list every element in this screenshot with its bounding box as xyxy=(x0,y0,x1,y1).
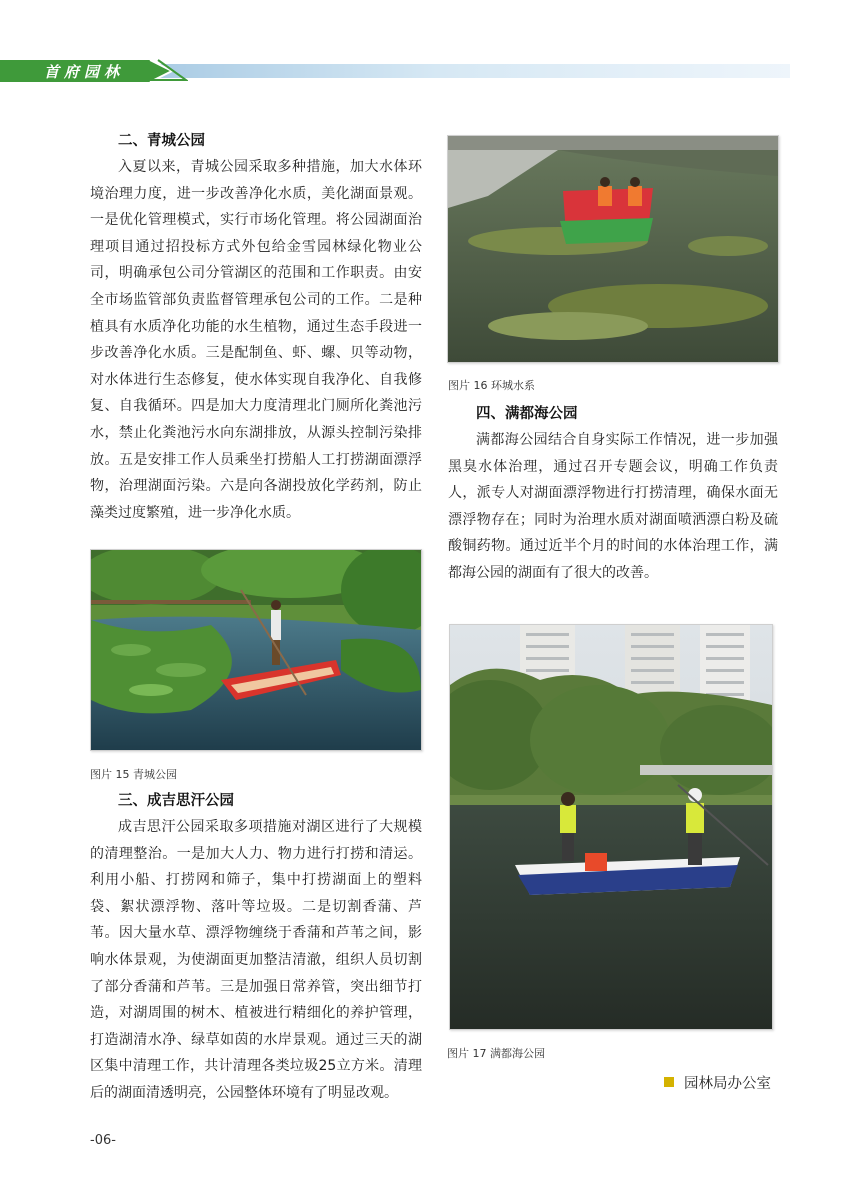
section-heading: 二、青城公园 xyxy=(118,133,205,149)
author-square-icon xyxy=(664,1077,674,1087)
figure-caption: 图片 15 青城公园 xyxy=(90,768,177,781)
figure-caption: 图片 17 满都海公园 xyxy=(447,1047,545,1060)
photo-mandouhai-park xyxy=(449,624,773,1030)
header-title: 首府园林 xyxy=(44,63,125,81)
author-name: 园林局办公室 xyxy=(684,1076,771,1092)
page-number: -06- xyxy=(90,1133,116,1148)
section-qingcheng xyxy=(90,128,422,526)
photo-qingcheng-park xyxy=(90,549,422,751)
banner-stripe xyxy=(150,64,790,78)
section-body: 入夏以来，青城公园采取多种措施，加大水体环境治理力度，进一步改善净化水质，美化湖面景观。一是优化管理模式，实行市场化管理。将公园湖面治理项目通过招投标方式外包给金雪园林绿化物业公司，明确承包公司分管湖区的范围和工作职责。由安全市场监管部负责监督管理承包公司的工作。二是种植具有水质净化功能的水生植物，通过生态手段进一步改善净化水质。三是配制鱼、虾、螺、贝等动物，对水体进行生态修复，使水体实现自我净化、自我修复、自我循环。四是加大力度清理北门厕所化粪池污水，禁止化粪池污水向东湖排放，从源头控制污染排放。五是安排工作人员乘坐打捞船人工打捞湖面漂浮物，治理湖面污染。六是向各湖投放化学药剂，防止藻类过度繁殖，进一步净化水质。 xyxy=(90,159,422,521)
header-banner xyxy=(0,58,790,84)
section-body: 成吉思汗公园采取多项措施对湖区进行了大规模的清理整治。一是加大人力、物力进行打捞和清运。利用小船、打捞网和筛子，集中打捞湖面上的塑料袋、絮状漂浮物、落叶等垃圾。二是切割香蒲、芦苇。因大量水草、漂浮物缠绕于香蒲和芦苇之间，影响水体景观，为使湖面更加整洁清澈，组织人员切割了部分香蒲和芦苇。三是加强日常养管，突出细节打造，对湖周围的树木、植被进行精细化的养护管理，打造湖清水净、绿草如茵的水岸景观。通过三天的湖区集中清理工作，共计清理各类垃圾25立方米。清理后的湖面清透明亮，公园整体环境有了明显改观。 xyxy=(90,819,422,1101)
section-body: 满都海公园结合自身实际工作情况，进一步加强黑臭水体治理，通过召开专题会议，明确工作负责人，派专人对湖面漂浮物进行打捞清理，确保水面无漂浮物存在；同时为治理水质对湖面喷洒漂白粉及硫酸铜药物。通过近半个月的时间的水体治理工作，满都海公园的湖面有了很大的改善。 xyxy=(448,432,778,581)
section-heading: 三、成吉思汗公园 xyxy=(118,793,234,809)
section-mandouhai xyxy=(448,401,778,587)
author-credit xyxy=(664,1072,771,1093)
section-chengjisihan xyxy=(90,788,422,1107)
figure-caption: 图片 16 环城水系 xyxy=(448,379,535,392)
section-heading: 四、满都海公园 xyxy=(476,406,578,422)
photo-city-water-system xyxy=(447,135,779,363)
